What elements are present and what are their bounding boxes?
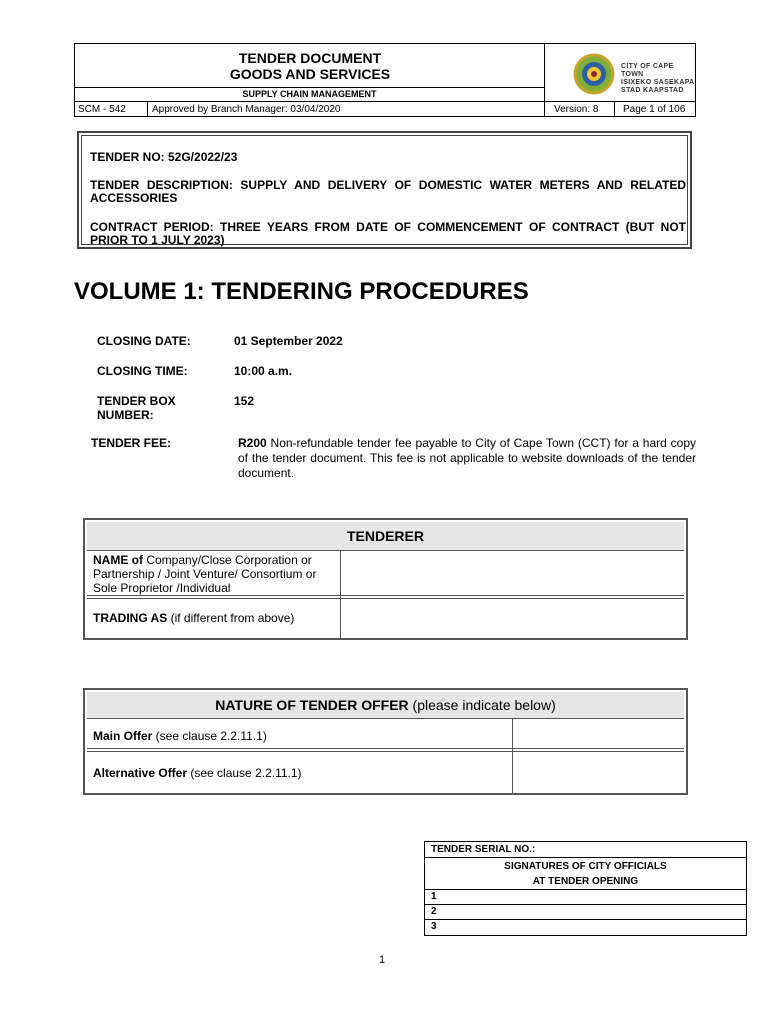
closing-date-label: CLOSING DATE: xyxy=(97,334,191,348)
signature-row-3[interactable]: 3 xyxy=(431,921,437,932)
nature-heading: NATURE OF TENDER OFFER (please indicate below) xyxy=(87,692,684,719)
divider xyxy=(614,101,615,117)
header-title-line1: TENDER DOCUMENT xyxy=(238,50,382,66)
tender-info-box xyxy=(77,131,692,249)
tender-serial-table xyxy=(424,841,747,936)
page-count: Page 1 of 106 xyxy=(623,104,686,115)
divider xyxy=(147,101,148,117)
tender-serial-title: TENDER SERIAL NO.: xyxy=(431,844,536,855)
tender-description: TENDER DESCRIPTION: SUPPLY AND DELIVERY OF DOMESTIC WATER METERS AND RELATED ACCESSORIES xyxy=(90,178,686,205)
closing-date-value: 01 September 2022 xyxy=(234,334,343,348)
signature-row-1[interactable]: 1 xyxy=(431,891,437,902)
city-seal-icon xyxy=(572,52,616,96)
divider xyxy=(425,904,746,905)
tender-number: TENDER NO: 52G/2022/23 xyxy=(90,150,238,164)
tender-box-label: TENDER BOX NUMBER: xyxy=(97,394,176,422)
approval-note: Approved by Branch Manager: 03/04/2020 xyxy=(152,104,341,115)
tenderer-table xyxy=(83,518,688,640)
divider xyxy=(512,719,513,793)
logo-wordmark: CITY OF CAPE TOWN ISIXEKO SASEKAPA STAD KAAPSTAD xyxy=(621,63,695,94)
contract-period: CONTRACT PERIOD: THREE YEARS FROM DATE OF COMMENCEMENT OF CONTRACT (BUT NOT PRIOR TO 1 JULY 2023) xyxy=(90,220,686,247)
document-header xyxy=(74,43,696,117)
tender-box-number: 152 xyxy=(234,394,255,408)
volume-title: VOLUME 1: TENDERING PROCEDURES xyxy=(74,278,529,305)
closing-time-label: CLOSING TIME: xyxy=(97,364,188,378)
main-offer-label: Main Offer (see clause 2.2.11.1) xyxy=(93,729,267,743)
company-name-field[interactable] xyxy=(343,553,684,595)
alternative-offer-label: Alternative Offer (see clause 2.2.11.1) xyxy=(93,766,302,780)
divider xyxy=(425,889,746,890)
trading-as-field[interactable] xyxy=(343,599,684,637)
header-subtitle: SUPPLY CHAIN MANAGEMENT xyxy=(242,89,377,99)
alternative-offer-field[interactable] xyxy=(515,753,684,791)
tender-fee-text: R200 Non-refundable tender fee payable to City of Cape Town (CCT) for a hard copy of the tender document. This fee is not applicable to website downloads of the tender document. xyxy=(238,436,696,480)
signature-row-2[interactable]: 2 xyxy=(431,906,437,917)
tender-info-inner xyxy=(81,135,688,245)
divider xyxy=(425,857,746,858)
doc-code: SCM - 542 xyxy=(78,104,126,115)
divider xyxy=(87,748,684,752)
company-name-label: NAME of Company/Close Corporation or Partnership / Joint Venture/ Consortium or Sole Proprietor /Individual xyxy=(93,553,317,595)
divider xyxy=(544,44,545,117)
divider xyxy=(425,919,746,920)
main-offer-field[interactable] xyxy=(515,721,684,747)
header-title xyxy=(75,50,545,82)
tender-fee-label: TENDER FEE: xyxy=(91,436,172,450)
closing-time-value: 10:00 a.m. xyxy=(234,364,293,378)
version-label: Version: 8 xyxy=(554,104,599,115)
tenderer-heading: TENDERER xyxy=(87,522,684,551)
trading-as-label: TRADING AS (if different from above) xyxy=(93,611,295,625)
nature-of-offer-table xyxy=(83,688,688,795)
header-title-line2: GOODS AND SERVICES xyxy=(229,66,391,82)
signatures-heading: SIGNATURES OF CITY OFFICIALS AT TENDER OPENING xyxy=(504,861,667,887)
page-number: 1 xyxy=(379,954,386,966)
